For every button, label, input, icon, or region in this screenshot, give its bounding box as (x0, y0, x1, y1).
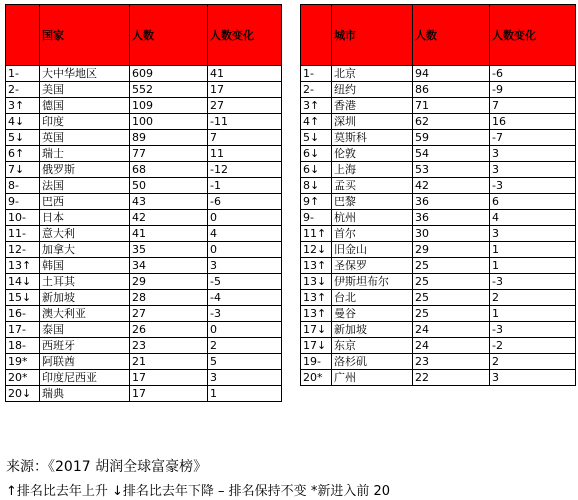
cities-header-rank (301, 5, 332, 66)
city-row (301, 210, 576, 226)
rank-cell: 8- (6, 178, 40, 194)
change-cell: 7 (208, 130, 282, 146)
name-cell: 加拿大 (40, 242, 130, 258)
change-cell: 2 (490, 290, 576, 306)
count-cell: 34 (130, 258, 208, 274)
name-cell: 日本 (40, 210, 130, 226)
change-cell: -6 (490, 66, 576, 82)
count-cell: 30 (413, 226, 490, 242)
country-row (6, 162, 282, 178)
change-cell: -12 (208, 162, 282, 178)
country-row (6, 178, 282, 194)
name-cell: 曼谷 (332, 306, 413, 322)
country-row (6, 130, 282, 146)
rank-cell: 3↑ (6, 98, 40, 114)
count-cell: 27 (130, 306, 208, 322)
count-cell: 62 (413, 114, 490, 130)
rank-cell: 20* (301, 370, 332, 386)
change-cell: 5 (208, 354, 282, 370)
rank-cell: 17↓ (301, 338, 332, 354)
count-cell: 59 (413, 130, 490, 146)
rank-cell: 6↓ (301, 146, 332, 162)
count-cell: 35 (130, 242, 208, 258)
city-row (301, 114, 576, 130)
name-cell: 澳大利亚 (40, 306, 130, 322)
count-cell: 42 (130, 210, 208, 226)
rank-cell: 14↓ (6, 274, 40, 290)
count-cell: 28 (130, 290, 208, 306)
name-cell: 伊斯坦布尔 (332, 274, 413, 290)
rank-cell: 20↓ (6, 386, 40, 402)
change-cell: 2 (208, 338, 282, 354)
change-cell: 3 (208, 258, 282, 274)
count-cell: 17 (130, 386, 208, 402)
country-row (6, 194, 282, 210)
rank-cell: 15↓ (6, 290, 40, 306)
name-cell: 东京 (332, 338, 413, 354)
change-cell: 2 (490, 354, 576, 370)
count-cell: 23 (130, 338, 208, 354)
rank-cell: 2- (301, 82, 332, 98)
country-row (6, 114, 282, 130)
count-cell: 41 (130, 226, 208, 242)
name-cell: 新加坡 (332, 322, 413, 338)
name-cell: 上海 (332, 162, 413, 178)
cities-header-row (301, 5, 576, 66)
change-cell: -5 (208, 274, 282, 290)
change-cell: 0 (208, 322, 282, 338)
country-row (6, 66, 282, 82)
name-cell: 杭州 (332, 210, 413, 226)
count-cell: 24 (413, 338, 490, 354)
count-cell: 94 (413, 66, 490, 82)
country-row (6, 82, 282, 98)
count-cell: 25 (413, 258, 490, 274)
country-row (6, 98, 282, 114)
country-row (6, 306, 282, 322)
count-cell: 89 (130, 130, 208, 146)
rank-cell: 13↑ (301, 290, 332, 306)
change-cell: -3 (208, 306, 282, 322)
count-cell: 21 (130, 354, 208, 370)
change-cell: 41 (208, 66, 282, 82)
count-cell: 86 (413, 82, 490, 98)
count-cell: 100 (130, 114, 208, 130)
rank-cell: 11- (6, 226, 40, 242)
rank-cell: 6↓ (301, 162, 332, 178)
change-cell: 1 (490, 258, 576, 274)
rank-cell: 11↑ (301, 226, 332, 242)
name-cell: 深圳 (332, 114, 413, 130)
change-cell: 11 (208, 146, 282, 162)
rank-cell: 19* (6, 354, 40, 370)
change-cell: -3 (490, 178, 576, 194)
city-row (301, 274, 576, 290)
rank-cell: 19- (301, 354, 332, 370)
name-cell: 阿联酋 (40, 354, 130, 370)
count-cell: 43 (130, 194, 208, 210)
rank-cell: 6↑ (6, 146, 40, 162)
name-cell: 孟买 (332, 178, 413, 194)
name-cell: 香港 (332, 98, 413, 114)
count-cell: 36 (413, 210, 490, 226)
name-cell: 意大利 (40, 226, 130, 242)
rank-cell: 13↑ (301, 258, 332, 274)
rank-cell: 7↓ (6, 162, 40, 178)
change-cell: 3 (490, 146, 576, 162)
count-cell: 25 (413, 290, 490, 306)
name-cell: 美国 (40, 82, 130, 98)
city-row (301, 178, 576, 194)
name-cell: 大中华地区 (40, 66, 130, 82)
change-cell: 1 (208, 386, 282, 402)
country-row (6, 386, 282, 402)
change-cell: -6 (208, 194, 282, 210)
name-cell: 俄罗斯 (40, 162, 130, 178)
name-cell: 广州 (332, 370, 413, 386)
change-cell: -2 (490, 338, 576, 354)
rank-cell: 17- (6, 322, 40, 338)
name-cell: 瑞士 (40, 146, 130, 162)
name-cell: 莫斯科 (332, 130, 413, 146)
rank-cell: 9↑ (301, 194, 332, 210)
change-cell: 3 (208, 370, 282, 386)
change-cell: 3 (490, 162, 576, 178)
city-row (301, 338, 576, 354)
city-row (301, 82, 576, 98)
change-cell: 17 (208, 82, 282, 98)
countries-header-row (6, 5, 282, 66)
country-row (6, 258, 282, 274)
name-cell: 德国 (40, 98, 130, 114)
count-cell: 22 (413, 370, 490, 386)
country-row (6, 370, 282, 386)
rank-cell: 13↑ (6, 258, 40, 274)
count-cell: 17 (130, 370, 208, 386)
city-row (301, 98, 576, 114)
change-cell: 0 (208, 210, 282, 226)
rank-cell: 3↑ (301, 98, 332, 114)
city-row (301, 146, 576, 162)
rank-cell: 13↓ (301, 274, 332, 290)
count-cell: 53 (413, 162, 490, 178)
rank-cell: 5↓ (6, 130, 40, 146)
country-row (6, 322, 282, 338)
country-row (6, 290, 282, 306)
change-cell: -4 (208, 290, 282, 306)
change-cell: -1 (208, 178, 282, 194)
name-cell: 洛杉矶 (332, 354, 413, 370)
change-cell: -3 (490, 322, 576, 338)
count-cell: 29 (130, 274, 208, 290)
country-row (6, 274, 282, 290)
change-cell: 3 (490, 226, 576, 242)
country-row (6, 146, 282, 162)
cities-header-city: 城市 (332, 5, 413, 66)
rank-cell: 9- (301, 210, 332, 226)
name-cell: 印度尼西亚 (40, 370, 130, 386)
change-cell: -11 (208, 114, 282, 130)
city-row (301, 322, 576, 338)
name-cell: 韩国 (40, 258, 130, 274)
count-cell: 29 (413, 242, 490, 258)
name-cell: 巴西 (40, 194, 130, 210)
name-cell: 纽约 (332, 82, 413, 98)
change-cell: 6 (490, 194, 576, 210)
country-row (6, 338, 282, 354)
name-cell: 圣保罗 (332, 258, 413, 274)
count-cell: 552 (130, 82, 208, 98)
country-row (6, 354, 282, 370)
rank-cell: 17↓ (301, 322, 332, 338)
name-cell: 巴黎 (332, 194, 413, 210)
city-row (301, 194, 576, 210)
name-cell: 北京 (332, 66, 413, 82)
city-row (301, 226, 576, 242)
name-cell: 伦敦 (332, 146, 413, 162)
rank-cell: 12- (6, 242, 40, 258)
countries-header-country: 国家 (40, 5, 130, 66)
city-row (301, 370, 576, 386)
change-cell: -3 (490, 274, 576, 290)
change-cell: 1 (490, 306, 576, 322)
countries-header-rank (6, 5, 40, 66)
count-cell: 54 (413, 146, 490, 162)
count-cell: 609 (130, 66, 208, 82)
count-cell: 24 (413, 322, 490, 338)
change-cell: 1 (490, 242, 576, 258)
name-cell: 英国 (40, 130, 130, 146)
cities-header-change: 人数变化 (490, 5, 576, 66)
rank-cell: 2- (6, 82, 40, 98)
countries-header-count: 人数 (130, 5, 208, 66)
rank-cell: 13↑ (301, 306, 332, 322)
rank-cell: 1- (301, 66, 332, 82)
cities-header-count: 人数 (413, 5, 490, 66)
count-cell: 26 (130, 322, 208, 338)
name-cell: 首尔 (332, 226, 413, 242)
city-row (301, 354, 576, 370)
count-cell: 50 (130, 178, 208, 194)
city-row (301, 290, 576, 306)
name-cell: 台北 (332, 290, 413, 306)
count-cell: 25 (413, 306, 490, 322)
name-cell: 瑞典 (40, 386, 130, 402)
name-cell: 新加坡 (40, 290, 130, 306)
city-row (301, 130, 576, 146)
change-cell: 4 (208, 226, 282, 242)
city-row (301, 306, 576, 322)
legend-note: ↑排名比去年上升 ↓排名比去年下降 – 排名保持不变 *新进入前 20 (6, 484, 390, 499)
change-cell: 0 (208, 242, 282, 258)
name-cell: 法国 (40, 178, 130, 194)
city-row (301, 162, 576, 178)
name-cell: 土耳其 (40, 274, 130, 290)
countries-table (5, 4, 282, 402)
change-cell: -7 (490, 130, 576, 146)
change-cell: 3 (490, 370, 576, 386)
count-cell: 23 (413, 354, 490, 370)
change-cell: 16 (490, 114, 576, 130)
source-note: 来源：《2017 胡润全球富豪榜》 (6, 459, 208, 475)
count-cell: 25 (413, 274, 490, 290)
cities-table (300, 4, 576, 386)
city-row (301, 258, 576, 274)
countries-header-change: 人数变化 (208, 5, 282, 66)
count-cell: 36 (413, 194, 490, 210)
change-cell: 27 (208, 98, 282, 114)
country-row (6, 242, 282, 258)
rank-cell: 18- (6, 338, 40, 354)
count-cell: 71 (413, 98, 490, 114)
country-row (6, 226, 282, 242)
rank-cell: 9- (6, 194, 40, 210)
change-cell: 7 (490, 98, 576, 114)
rank-cell: 4↑ (301, 114, 332, 130)
name-cell: 旧金山 (332, 242, 413, 258)
count-cell: 42 (413, 178, 490, 194)
rank-cell: 1- (6, 66, 40, 82)
change-cell: -9 (490, 82, 576, 98)
rank-cell: 20* (6, 370, 40, 386)
rank-cell: 16- (6, 306, 40, 322)
count-cell: 109 (130, 98, 208, 114)
city-row (301, 242, 576, 258)
count-cell: 68 (130, 162, 208, 178)
rank-cell: 12↓ (301, 242, 332, 258)
city-row (301, 66, 576, 82)
name-cell: 印度 (40, 114, 130, 130)
rank-cell: 5↓ (301, 130, 332, 146)
count-cell: 77 (130, 146, 208, 162)
name-cell: 西班牙 (40, 338, 130, 354)
country-row (6, 210, 282, 226)
change-cell: 4 (490, 210, 576, 226)
name-cell: 泰国 (40, 322, 130, 338)
rank-cell: 4↓ (6, 114, 40, 130)
rank-cell: 8↓ (301, 178, 332, 194)
rank-cell: 10- (6, 210, 40, 226)
